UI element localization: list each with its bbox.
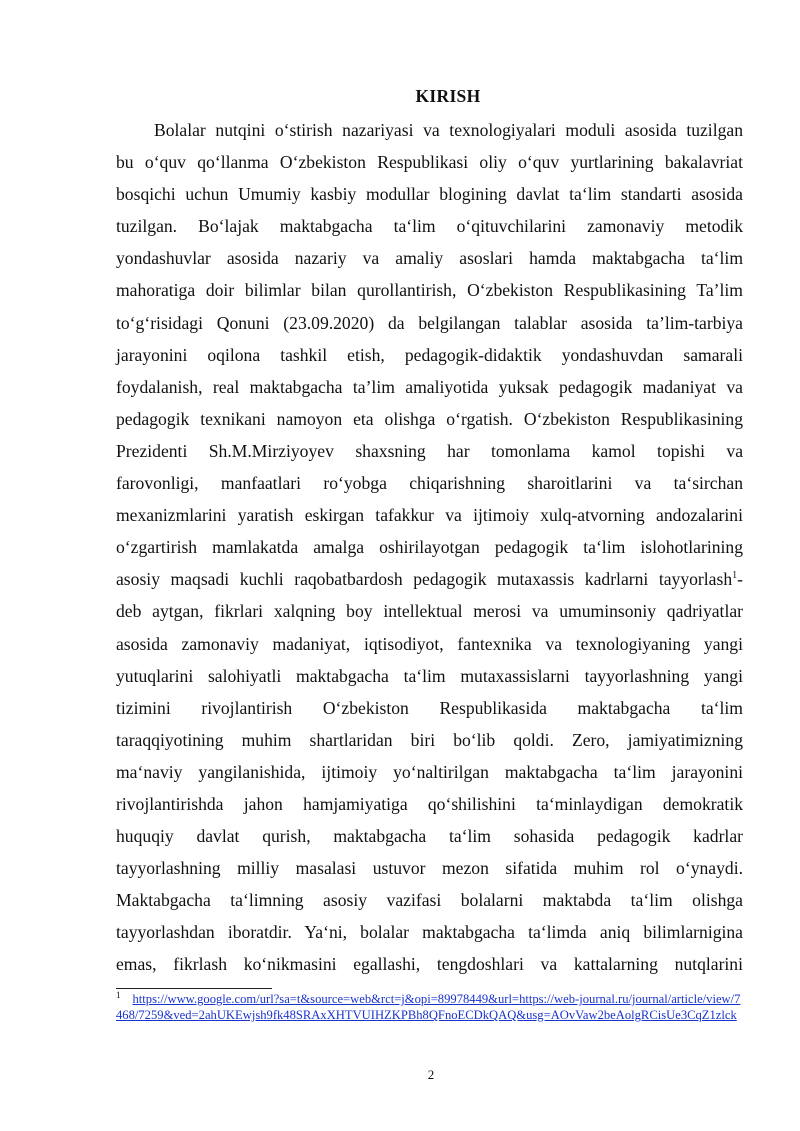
paragraph-line: Bolalar nutqini o‘stirish nazariyasi va texnologiyalari moduli asosida tuzilgan: [154, 120, 743, 140]
paragraph-line: deb aytgan, fikrlari xalqning boy intellektual merosi va umuminsoniy qadriyatlar: [116, 601, 743, 622]
section-heading: KIRISH: [415, 86, 481, 106]
paragraph-line: to‘g‘risidagi Qonuni (23.09.2020) da belgilangan talablar asosida ta’lim-tarbiya: [116, 312, 743, 333]
paragraph-line: tuzilgan. Bo‘lajak maktabgacha ta‘lim o‘qituvchilarini zamonaviy metodik: [116, 216, 743, 237]
footnote-ref-suffix: -: [737, 569, 743, 590]
paragraph-line-text: asosiy maqsadi kuchli raqobatbardosh pedagogik mutaxassis kadrlarni tayyorlash: [116, 569, 733, 590]
paragraph-line: Maktabgacha ta‘limning asosiy vazifasi bolalarni maktabda ta‘lim olishga: [116, 890, 743, 911]
paragraph-line: tizimini rivojlantirish O‘zbekiston Respublikasida maktabgacha ta‘lim: [116, 697, 743, 718]
paragraph-line: tayyorlashdan iboratdir. Ya‘ni, bolalar maktabgacha ta‘limda aniq bilimlarnigina: [116, 922, 743, 943]
paragraph-line: rivojlantirishda jahon hamjamiyatiga qo‘shilishini ta‘minlaydigan demokratik: [116, 793, 743, 814]
paragraph-line: huquqiy davlat qurish, maktabgacha ta‘lim sohasida pedagogik kadrlar: [116, 826, 743, 847]
footnote-reference[interactable]: 1: [732, 570, 738, 582]
footnote-number: 1: [116, 989, 121, 1000]
paragraph-line: pedagogik texnikani namoyon eta olishga o‘rgatish. O‘zbekiston Respublikasining: [116, 408, 743, 429]
footnote-link[interactable]: https://www.google.com/url?sa=t&source=web&rct=j&opi=89978449&url=https://web-journal.ru/journal/article/view/7468/7259&ved=2ahUKEwjsh9fk48SRAxXHTVUIHZKPBh8QFnoECDkQAQ&usg=AOvVaw2beAolgRCisUe3CqZ1zlck: [116, 992, 741, 1022]
paragraph-line: farovonligi, manfaatlari ro‘yobga chiqarishning sharoitlarini va ta‘sirchan: [116, 473, 743, 494]
page-number: 2: [427, 1067, 435, 1082]
paragraph-line: o‘zgartirish mamlakatda amalga oshirilayotgan pedagogik ta‘lim islohotlarining: [116, 537, 743, 558]
paragraph-line: ma‘naviy yangilanishida, ijtimoiy yo‘naltirilgan maktabgacha ta‘lim jarayonini: [116, 761, 743, 782]
paragraph-line: foydalanish, real maktabgacha ta’lim amaliyotida yuksak pedagogik madaniyat va: [116, 376, 743, 397]
paragraph-line: yondashuvlar asosida nazariy va amaliy asoslari hamda maktabgacha ta‘lim: [116, 248, 743, 269]
paragraph-line: mexanizmlarini yaratish eskirgan tafakkur va ijtimoiy xulq-atvorning andozalarini: [116, 505, 743, 526]
paragraph-line: tayyorlashning milliy masalasi ustuvor mezon sifatida muhim rol o‘ynaydi.: [116, 858, 743, 879]
paragraph-line: emas, fikrlash ko‘nikmasini egallashi, tengdoshlari va kattalarning nutqlarini: [116, 954, 743, 975]
paragraph-line: asosida zamonaviy madaniyat, iqtisodiyot, fantexnika va texnologiyaning yangi: [116, 633, 743, 654]
paragraph-line: taraqqiyotining muhim shartlaridan biri bo‘lib qoldi. Zero, jamiyatimizning: [116, 729, 743, 750]
paragraph-line: mahoratiga doir bilimlar bilan qurollantirish, O‘zbekiston Respublikasining Ta’lim: [116, 280, 743, 301]
body-paragraph: [116, 114, 743, 981]
paragraph-line: Prezidenti Sh.M.Mirziyoyev shaxsning har tomonlama kamol topishi va: [116, 440, 743, 461]
footnote: [116, 991, 746, 1023]
paragraph-line: [116, 563, 743, 595]
paragraph-line: bosqichi uchun Umumiy kasbiy modullar blogining davlat ta‘lim standarti asosida: [116, 184, 743, 205]
paragraph-line: jarayonini oqilona tashkil etish, pedagogik-didaktik yondashuvdan samarali: [116, 344, 743, 365]
paragraph-line: bu o‘quv qo‘llanma O‘zbekiston Respublikasi oliy o‘quv yurtlarining bakalavriat: [116, 152, 743, 173]
footnote-separator: [116, 988, 272, 989]
paragraph-line: yutuqlarini salohiyatli maktabgacha ta‘lim mutaxassislarni tayyorlashning yangi: [116, 665, 743, 686]
